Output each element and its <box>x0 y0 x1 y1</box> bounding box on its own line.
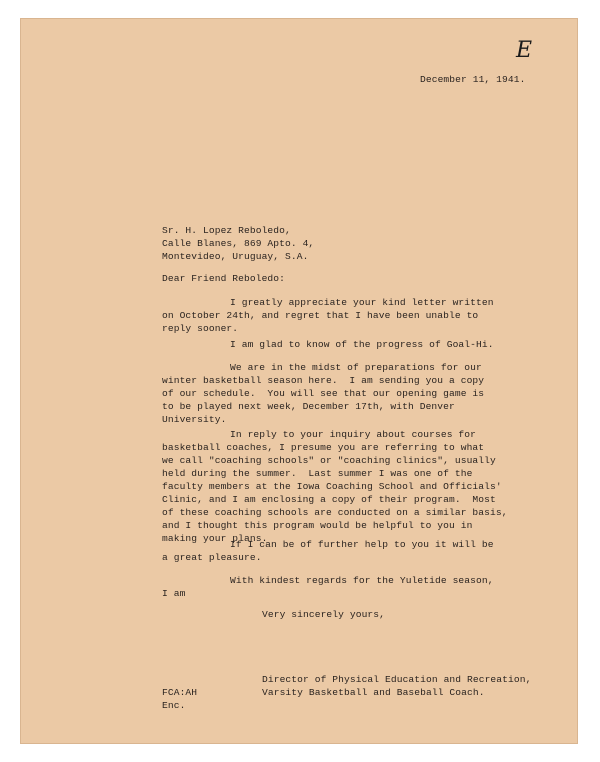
paragraph-line: a great pleasure. <box>162 552 262 563</box>
paragraph-4 <box>162 428 508 545</box>
paragraph-line: of these coaching schools are conducted on a similar basis, <box>162 507 508 518</box>
paragraph-line: reply sooner. <box>162 323 239 334</box>
paragraph-line: Clinic, and I am enclosing a copy of their program. Most <box>162 494 496 505</box>
paragraph-line: and I thought this program would be helpful to you in <box>162 520 473 531</box>
title-line: Director of Physical Education and Recreation, <box>262 674 532 685</box>
address-line: Calle Blanes, 869 Apto. 4, <box>162 238 315 249</box>
paragraph-line: to be played next week, December 17th, with Denver <box>162 401 455 412</box>
paragraph-line: making your plans. <box>162 533 268 544</box>
salutation: Dear Friend Reboledo: <box>162 273 286 284</box>
paragraph-6 <box>162 574 494 600</box>
letter-page <box>20 18 578 744</box>
paragraph-line: University. <box>162 414 227 425</box>
paragraph-line: on October 24th, and regret that I have been unable to <box>162 310 479 321</box>
corner-mark: E <box>516 38 533 63</box>
paragraph-line: basketball coaches, I presume you are referring to what <box>162 442 485 453</box>
paragraph-1 <box>162 296 494 335</box>
paragraph-line: I greatly appreciate your kind letter written <box>230 297 494 308</box>
reference-initials: FCA:AH <box>162 687 198 698</box>
paragraph-line: faculty members at the Iowa Coaching School and Officials' <box>162 481 502 492</box>
paragraph-2 <box>230 338 494 351</box>
complimentary-close: Very sincerely yours, <box>262 609 386 620</box>
paragraph-line: winter basketball season here. I am sending you a copy <box>162 375 485 386</box>
letter-date: December 11, 1941. <box>420 74 526 85</box>
paragraph-line: In reply to your inquiry about courses for <box>230 429 477 440</box>
signature-title <box>262 673 531 699</box>
title-line: Varsity Basketball and Baseball Coach. <box>262 687 485 698</box>
paragraph-line: we call "coaching schools" or "coaching clinics", usually <box>162 455 496 466</box>
paragraph-line: of our schedule. You will see that our opening game is <box>162 388 485 399</box>
paragraph-line: With kindest regards for the Yuletide season, <box>230 575 494 586</box>
paragraph-5 <box>162 538 494 564</box>
paragraph-line: I am <box>162 588 186 599</box>
enclosure-note: Enc. <box>162 700 186 711</box>
paragraph-line: If I can be of further help to you it will be <box>230 539 494 550</box>
paragraph-3 <box>162 361 484 426</box>
paragraph-line: held during the summer. Last summer I was one of the <box>162 468 473 479</box>
paragraph-line: We are in the midst of preparations for our <box>230 362 482 373</box>
address-line: Sr. H. Lopez Reboledo, <box>162 225 291 236</box>
paragraph-line: I am glad to know of the progress of Goal-Hi. <box>230 339 494 350</box>
address-line: Montevideo, Uruguay, S.A. <box>162 251 309 262</box>
recipient-address <box>162 224 314 263</box>
